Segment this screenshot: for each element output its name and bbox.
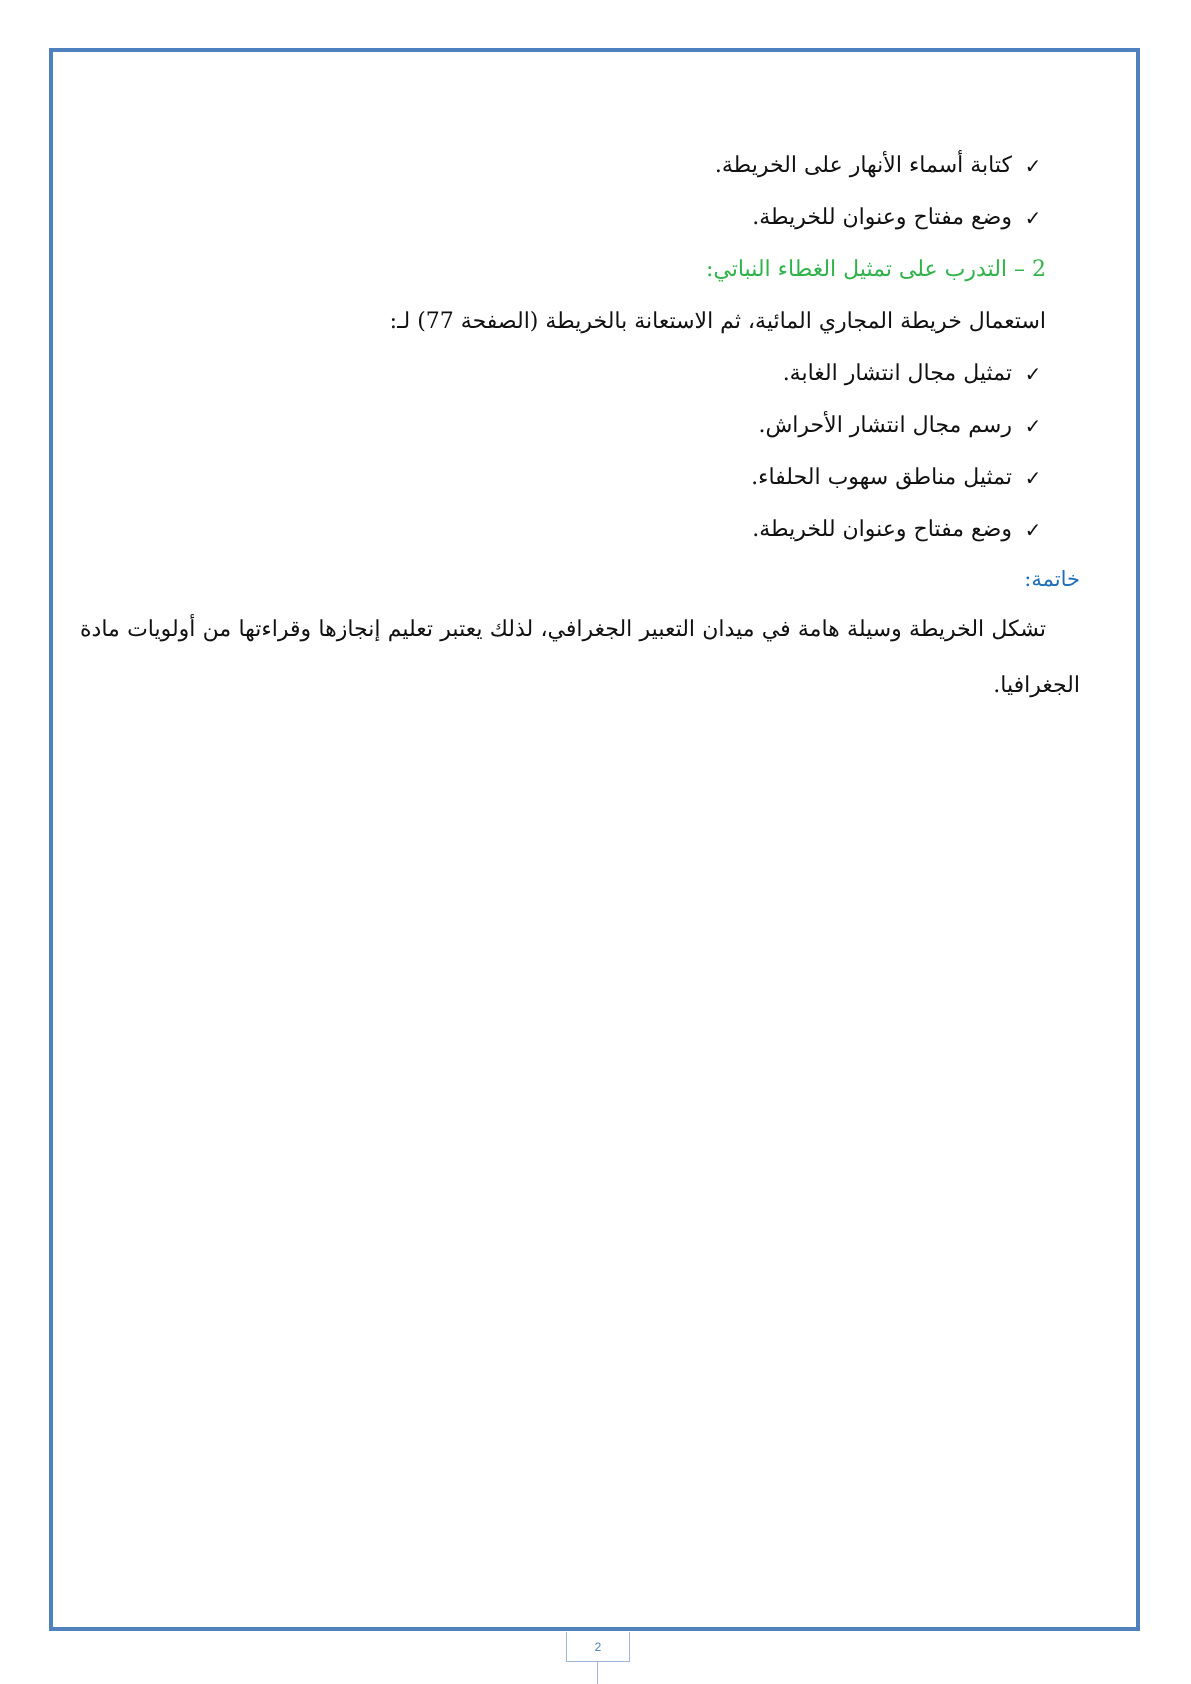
list-item-text: وضع مفتاح وعنوان للخريطة. [752, 205, 1012, 230]
list-item [80, 452, 1080, 504]
conclusion-paragraph: تشكل الخريطة وسيلة هامة في ميدان التعبير الجغرافي، لذلك يعتبر تعليم إنجازها وقراءتها من أولويات مادة الجغرافيا. [80, 617, 1080, 698]
list-item [80, 504, 1080, 556]
document-body [80, 140, 1080, 714]
list-item-text: تمثيل مجال انتشار الغابة. [782, 361, 1012, 386]
check-icon: ✓ [1024, 518, 1042, 542]
page-number: 2 [566, 1632, 630, 1662]
check-icon: ✓ [1024, 414, 1042, 438]
list-item [80, 192, 1080, 244]
list-item-text: كتابة أسماء الأنهار على الخريطة. [714, 153, 1012, 178]
list-item-text: تمثيل مناطق سهوب الحلفاء. [751, 465, 1012, 490]
instruction-text: استعمال خريطة المجاري المائية، ثم الاستعانة بالخريطة (الصفحة 77) لـ: [389, 309, 1046, 334]
list-item-text: رسم مجال انتشار الأحراش. [758, 413, 1012, 438]
section-heading: 2 – التدرب على تمثيل الغطاء النباتي: [705, 257, 1046, 282]
conclusion-heading: خاتمة: [1024, 567, 1080, 591]
list-item [80, 140, 1080, 192]
check-icon: ✓ [1024, 154, 1042, 178]
check-icon: ✓ [1024, 466, 1042, 490]
check-icon: ✓ [1024, 206, 1042, 230]
page-number-connector [597, 1662, 598, 1684]
list-item [80, 348, 1080, 400]
list-item [80, 400, 1080, 452]
list-item-text: وضع مفتاح وعنوان للخريطة. [752, 517, 1012, 542]
check-icon: ✓ [1024, 362, 1042, 386]
